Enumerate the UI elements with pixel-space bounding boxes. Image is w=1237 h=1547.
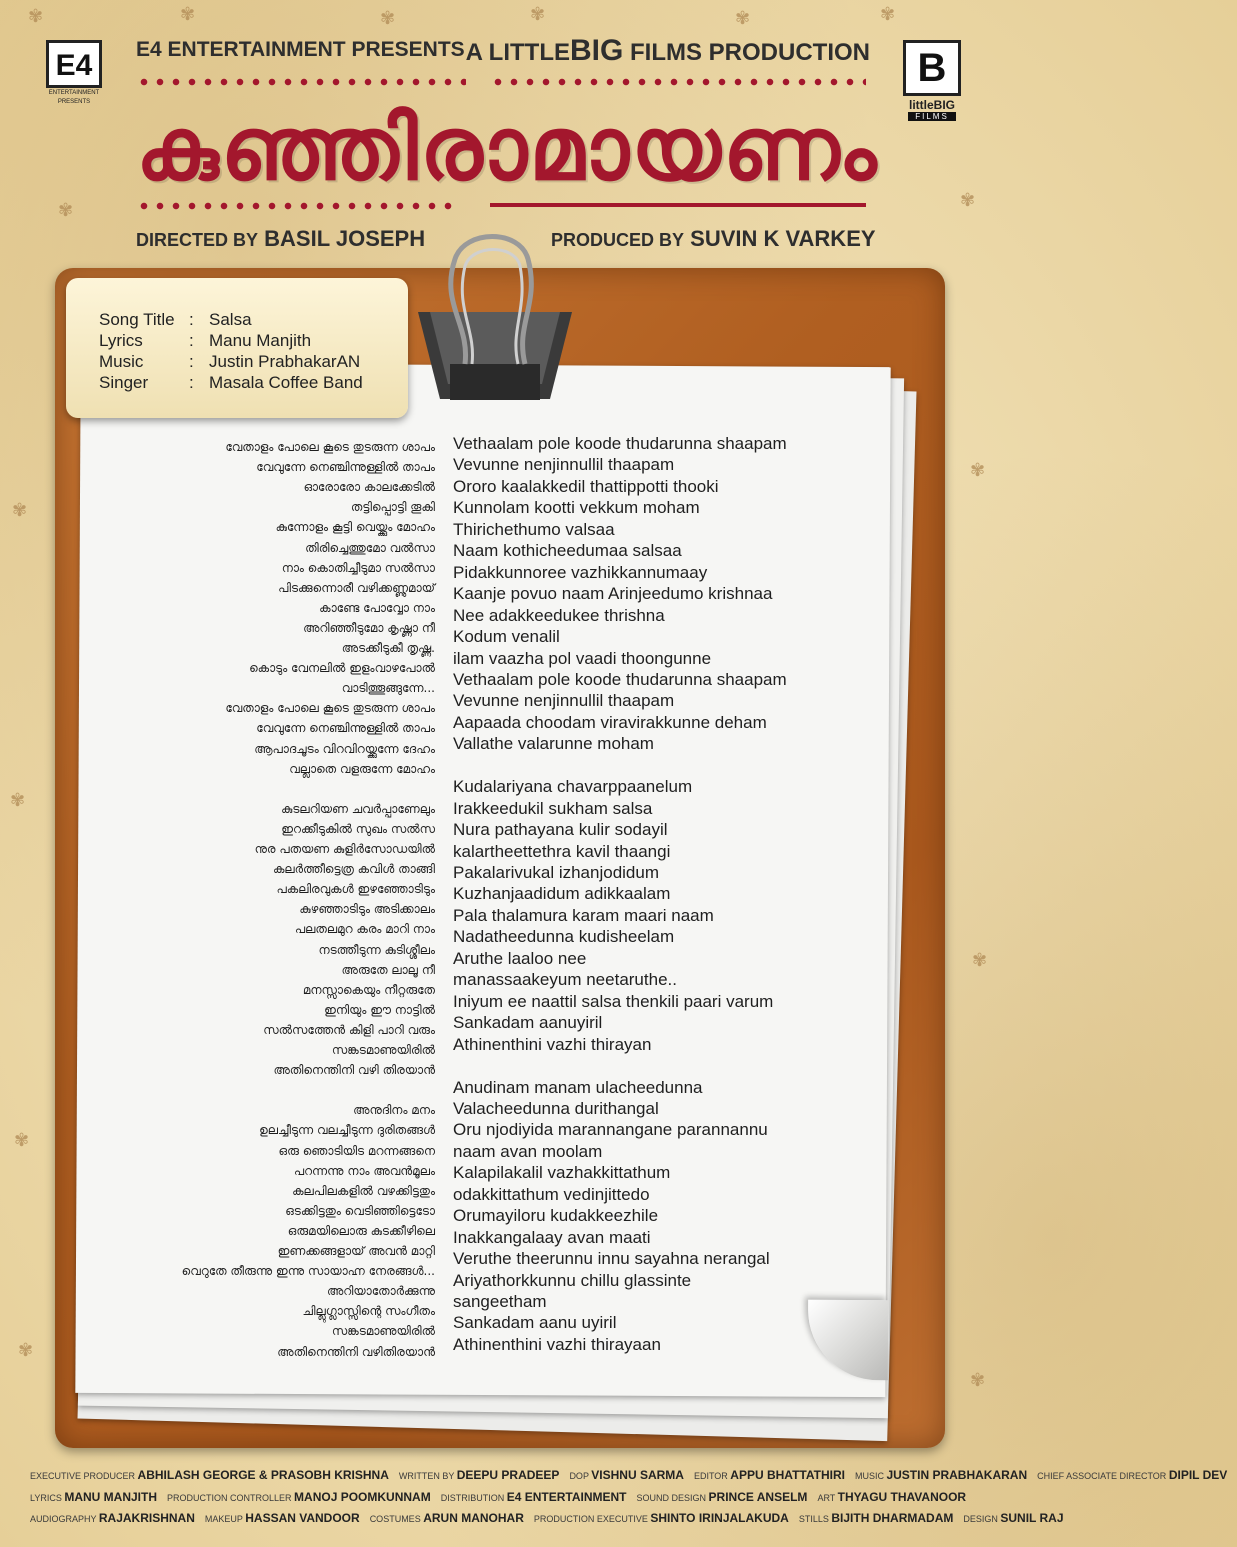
- lyric-line-english: Kodum venalil: [453, 627, 560, 647]
- credit-role: STILLS: [798, 1514, 832, 1524]
- lyric-line-english: Pidakkunnoree vazhikkannumaay: [453, 562, 708, 582]
- credit-name: HASSAN VANDOOR: [245, 1511, 360, 1525]
- lyric-line-malayalam: ഓരോരോ കാലക്കേടിൽ: [303, 480, 435, 495]
- binder-clip-icon: [410, 214, 580, 414]
- lyric-line-english: Kaanje povuo naam Arinjeedumo krishnaa: [453, 584, 773, 604]
- credit-name: ARUN MANOHAR: [423, 1511, 524, 1525]
- lyric-line-malayalam: ഉലച്ചീടുന്ന വലച്ചീടുന്ന ദുരിതങ്ങൾ: [259, 1123, 435, 1138]
- credit-role: DOP: [569, 1471, 592, 1481]
- lyric-line-english: Nee adakkeedukee thrishna: [453, 605, 665, 625]
- lyric-line-malayalam: കാണ്ടേ പോവ്വോ നാം: [319, 600, 435, 615]
- lyric-line-english: Vallathe valarunne moham: [453, 734, 654, 754]
- song-info-card: [66, 278, 408, 418]
- lyric-line-malayalam: സങ്കടമാണുയിരിൽ: [331, 1043, 435, 1057]
- lyric-line-malayalam: അനുദിനം മനം: [353, 1103, 435, 1118]
- credit-name: SHINTO IRINJALAKUDA: [650, 1511, 789, 1525]
- credit-name: JUSTIN PRABHAKARAN: [886, 1468, 1028, 1482]
- lyric-line-malayalam: പിടക്കുന്നൊരീ വഴിക്കണ്ണുമായ്: [278, 580, 435, 595]
- lyric-line-malayalam: തട്ടിപ്പൊട്ടി തൂകി: [350, 500, 435, 515]
- lyric-line-english: Valacheedunna durithangal: [453, 1098, 659, 1118]
- lyric-line-english: Thirichethumo valsaa: [453, 519, 615, 539]
- flower-ornament-icon: ✾: [735, 8, 751, 28]
- credit-name: BIJITH DHARMADAM: [831, 1511, 954, 1525]
- footer-credits-row: [30, 1490, 970, 1504]
- flower-ornament-icon: ✾: [12, 500, 28, 520]
- lyric-line-malayalam: പകലിരവുകൾ ഇഴഞ്ഞോടിടും: [276, 882, 435, 897]
- director-credit: DIRECTED BY BASIL JOSEPH: [136, 226, 426, 251]
- lyric-line-malayalam: കൊടും വേനലിൽ ഇളംവാഴപോൽ: [249, 661, 435, 676]
- lyric-line-malayalam: വെറുതേ തീരുന്നു ഇന്നു സായാഹ്ന നേരങ്ങൾ...: [181, 1264, 435, 1279]
- credit-role: MUSIC: [854, 1471, 887, 1481]
- lyric-line-english: Kunnolam kootti vekkum moham: [453, 498, 700, 518]
- lyric-line-english: Vethaalam pole koode thudarunna shaapam: [453, 434, 787, 453]
- credit-role: MAKEUP: [204, 1514, 246, 1524]
- lyric-line-english: Pakalarivukal izhanjodidum: [453, 863, 660, 882]
- credit-role: DESIGN: [963, 1514, 1001, 1524]
- credit-role: AUDIOGRAPHY: [30, 1514, 99, 1524]
- lyric-line-malayalam: വേവുന്നേ നെഞ്ചിന്നുള്ളിൽ താപം: [256, 460, 435, 475]
- lyric-line-malayalam: നുര പതയണ കുളിർസോഡയിൽ: [254, 842, 435, 856]
- lyric-line-english: Nadatheedunna kudisheelam: [453, 927, 675, 947]
- lyric-line-english: Veruthe theerunnu innu sayahna nerangal: [453, 1249, 770, 1269]
- flower-ornament-icon: ✾: [530, 4, 546, 24]
- credit-role: EDITOR: [693, 1471, 731, 1481]
- lyric-line-malayalam: അടക്കീടുകീ തൃഷ്ണ.: [341, 641, 435, 655]
- lyric-line-english: Kalapilakalil vazhakkittathum: [453, 1163, 671, 1183]
- lyric-line-english: Anudinam manam ulacheedunna: [453, 1077, 703, 1097]
- lyric-line-english: Vevunne nenjinnullil thaapam: [453, 691, 675, 711]
- littlebig-films-logo: B littleBIG FILMS: [900, 40, 964, 121]
- credit-name: THYAGU THAVANOOR: [837, 1490, 967, 1504]
- flower-ornament-icon: ✾: [28, 6, 44, 26]
- lyric-line-english: Vevunne nenjinnullil thaapam: [453, 455, 675, 475]
- lyric-line-english: Kuzhanjaadidum adikkaalam: [453, 884, 671, 904]
- lyric-line-malayalam: അതിനെന്തിനി വഴി തിരയാൻ: [273, 1063, 435, 1078]
- footer-credits-row: [30, 1468, 1228, 1482]
- lyric-line-malayalam: നാം കൊതിച്ചീടുമാ സൽസാ: [281, 560, 435, 575]
- e4-entertainment-logo: E4 ENTERTAINMENT PRESENTS: [44, 40, 104, 106]
- lyric-line-english: kalartheettethra kavil thaangi: [453, 841, 671, 861]
- lyric-line-english: Athinenthini vazhi thirayan: [453, 1034, 652, 1054]
- lyric-line-malayalam: ഒരു ഞൊടിയിട മറന്നങ്ങനെ: [278, 1143, 435, 1158]
- lyric-line-malayalam: കുഴഞ്ഞാടിടും അടിക്കാലം: [299, 902, 435, 917]
- lyric-line-malayalam: അതിനെന്തിനി വഴിതിരയാൻ: [277, 1344, 435, 1359]
- lyric-line-english: Iniyum ee naattil salsa thenkili paari varum: [453, 991, 774, 1011]
- lyric-line-malayalam: അരുതേ ലാലൂ നീ: [341, 962, 435, 977]
- credit-role: COSTUMES: [369, 1514, 424, 1524]
- lyric-line-malayalam: സൽസത്തേൻ കിളി പാറി വരും: [263, 1022, 435, 1037]
- production-text: A LITTLEBIG FILMS PRODUCTION: [465, 34, 870, 67]
- lyric-line-english: Aapaada choodam viravirakkunne deham: [453, 712, 767, 732]
- lyric-line-english: sangeetham: [453, 1292, 547, 1311]
- lyric-line-english: Irakkeedukil sukham salsa: [453, 798, 653, 818]
- lyric-line-english: naam avan moolam: [453, 1141, 603, 1161]
- lyric-line-malayalam: ഒരുമയിലൊരു കുടക്കീഴിലെ: [287, 1223, 435, 1238]
- credit-name: MANU MANJITH: [64, 1490, 158, 1504]
- credit-name: DIPIL DEV: [1168, 1468, 1228, 1482]
- lyric-line-english: Aruthe laaloo nee: [453, 948, 587, 968]
- lyric-line-english: Pala thalamura karam maari naam: [453, 905, 714, 925]
- lyric-line-malayalam: ഇണക്കങ്ങളായ് അവൻ മാറ്റി: [277, 1244, 435, 1258]
- credit-name: MANOJ POOMKUNNAM: [294, 1490, 431, 1504]
- footer-credits-row: [30, 1511, 1064, 1525]
- lyric-line-malayalam: സങ്കടമാണുയിരിൽ: [331, 1324, 435, 1339]
- lyric-line-english: Ariyathorkkunnu chillu glassinte: [453, 1270, 692, 1290]
- flower-ornament-icon: ✾: [14, 1130, 30, 1150]
- lyric-line-english: Vethaalam pole koode thudarunna shaapam: [453, 669, 787, 689]
- flower-ornament-icon: ✾: [380, 8, 396, 28]
- lyric-line-english: Naam kothicheedumaa salsaa: [453, 541, 682, 561]
- song-info-row: Song Title : Salsa: [99, 310, 252, 329]
- lyric-line-malayalam: കലപിലകളിൽ വഴക്കിട്ടതും: [292, 1183, 435, 1198]
- lyric-line-malayalam: കലർത്തീട്ടെത്ര കവിൾ താങ്ങി: [272, 862, 435, 877]
- flower-ornament-icon: ✾: [10, 790, 26, 810]
- credit-role: EXECUTIVE PRODUCER: [30, 1471, 138, 1481]
- song-info-row: Lyrics : Manu Manjith: [99, 331, 312, 350]
- credit-role: CHIEF ASSOCIATE DIRECTOR: [1037, 1471, 1169, 1481]
- credit-name: E4 ENTERTAINMENT: [506, 1490, 627, 1504]
- lyric-line-malayalam: അറിയാതോർക്കുന്നു: [326, 1284, 435, 1299]
- lyric-line-malayalam: വാടിത്തൂങ്ങുന്നേ...: [341, 681, 435, 696]
- credit-name: APPU BHATTATHIRI: [730, 1468, 845, 1482]
- lyric-line-english: Ororo kaalakkedil thattippotti thooki: [453, 476, 719, 496]
- lyric-line-malayalam: ഇറക്കീടുകിൽ സുഖം സൽസ: [281, 821, 435, 836]
- credit-role: LYRICS: [30, 1493, 65, 1503]
- credit-role: ART: [817, 1493, 838, 1503]
- lyric-line-malayalam: വേവുന്നേ നെഞ്ചിന്നുള്ളിൽ താപം: [256, 721, 435, 736]
- flower-ornament-icon: ✾: [180, 4, 196, 24]
- flower-ornament-icon: ✾: [880, 4, 896, 24]
- producer-credit: PRODUCED BY SUVIN K VARKEY: [551, 226, 876, 251]
- flower-ornament-icon: ✾: [970, 460, 986, 480]
- lyric-line-malayalam: പറന്നന്നു നാം അവൻമൂലം: [293, 1163, 435, 1178]
- credit-name: SUNIL RAJ: [1000, 1511, 1064, 1525]
- lyric-line-malayalam: നടത്തീടുന്ന കുടിശ്ശീലം: [318, 942, 435, 957]
- lyric-line-english: Inakkangalaay avan maati: [453, 1227, 651, 1247]
- lyric-line-malayalam: കുടലറിയണ ചവർപ്പാണേലും: [281, 801, 435, 816]
- lyric-line-english: Sankadam aanuyiril: [453, 1013, 603, 1033]
- lyric-line-malayalam: മനസ്സാകെയും നീറ്റരുതേ: [302, 982, 435, 997]
- credit-name: PRINCE ANSELM: [708, 1490, 808, 1504]
- lyric-line-english: Orumayiloru kudakkeezhile: [453, 1206, 659, 1226]
- song-info-row: Music : Justin PrabhakarAN: [99, 352, 361, 371]
- lyric-line-malayalam: വേതാളം പോലെ കൂടെ തുടരുന്ന ശാപം: [225, 440, 435, 454]
- lyric-line-malayalam: വേതാളം പോലെ കൂടെ തുടരുന്ന ശാപം: [225, 701, 435, 716]
- lyric-line-english: ilam vaazha pol vaadi thoongunne: [453, 648, 712, 668]
- lyric-line-malayalam: ഇനിയും ഈ നാട്ടിൽ: [324, 1002, 435, 1017]
- song-info-row: Singer : Masala Coffee Band: [99, 373, 363, 392]
- presents-text: E4 ENTERTAINMENT PRESENTS: [136, 38, 465, 61]
- flower-ornament-icon: ✾: [970, 1370, 986, 1390]
- lyric-line-english: manassaakeyum neetaruthe..: [453, 970, 677, 990]
- header-presenters: [136, 34, 870, 68]
- credit-role: DISTRIBUTION: [440, 1493, 507, 1503]
- movie-title: കുഞ്ഞിരാമായണം: [136, 97, 879, 200]
- lyric-line-malayalam: അറിഞ്ഞീടുമോ കൃഷ്ണാ നീ: [303, 620, 435, 635]
- lyric-line-english: odakkittathum vedinjittedo: [453, 1184, 650, 1204]
- lyric-line-english: Oru njodiyida marannangane parannannu: [453, 1120, 768, 1140]
- lyric-line-malayalam: തിരിച്ചെത്തുമോ വൽസാ: [305, 540, 435, 555]
- lyric-line-english: Nura pathayana kulir sodayil: [453, 820, 668, 840]
- flower-ornament-icon: ✾: [960, 190, 976, 210]
- lyric-line-english: Sankadam aanu uyiril: [453, 1313, 617, 1333]
- lyric-line-malayalam: കുന്നോളം കൂട്ടി വെയ്ക്കും മോഹം: [275, 520, 435, 535]
- flower-ornament-icon: ✾: [18, 1340, 34, 1360]
- credit-role: PRODUCTION CONTROLLER: [167, 1493, 295, 1503]
- credit-name: VISHNU SARMA: [591, 1468, 684, 1482]
- credit-name: RAJAKRISHNAN: [98, 1511, 195, 1525]
- credit-role: WRITTEN BY: [398, 1471, 457, 1481]
- lyric-line-malayalam: ആപാദചൂടം വിറവിറയ്ക്കുന്നേ ദേഹം: [254, 741, 435, 756]
- flower-ornament-icon: ✾: [58, 200, 74, 220]
- credit-name: DEEPU PRADEEP: [456, 1468, 560, 1482]
- lyric-line-english: Kudalariyana chavarppaanelum: [453, 777, 693, 797]
- lyric-line-malayalam: പലതലമുറ കരം മാറി നാം: [294, 922, 435, 937]
- lyric-line-malayalam: ഒടക്കിട്ടതും വെടിഞ്ഞിട്ടെടോ: [285, 1203, 435, 1218]
- lyric-line-malayalam: ചില്ലുഗ്ലാസ്സിന്റെ സംഗീതം: [302, 1304, 435, 1319]
- lyric-line-english: Athinenthini vazhi thirayaan: [453, 1334, 661, 1354]
- credit-role: PRODUCTION EXECUTIVE: [533, 1514, 651, 1524]
- credit-name: ABHILASH GEORGE & PRASOBH KRISHNA: [137, 1468, 389, 1482]
- lyric-line-malayalam: വല്ലാതെ വളരുന്നേ മോഹം: [289, 761, 435, 776]
- flower-ornament-icon: ✾: [972, 950, 988, 970]
- credit-role: SOUND DESIGN: [636, 1493, 709, 1503]
